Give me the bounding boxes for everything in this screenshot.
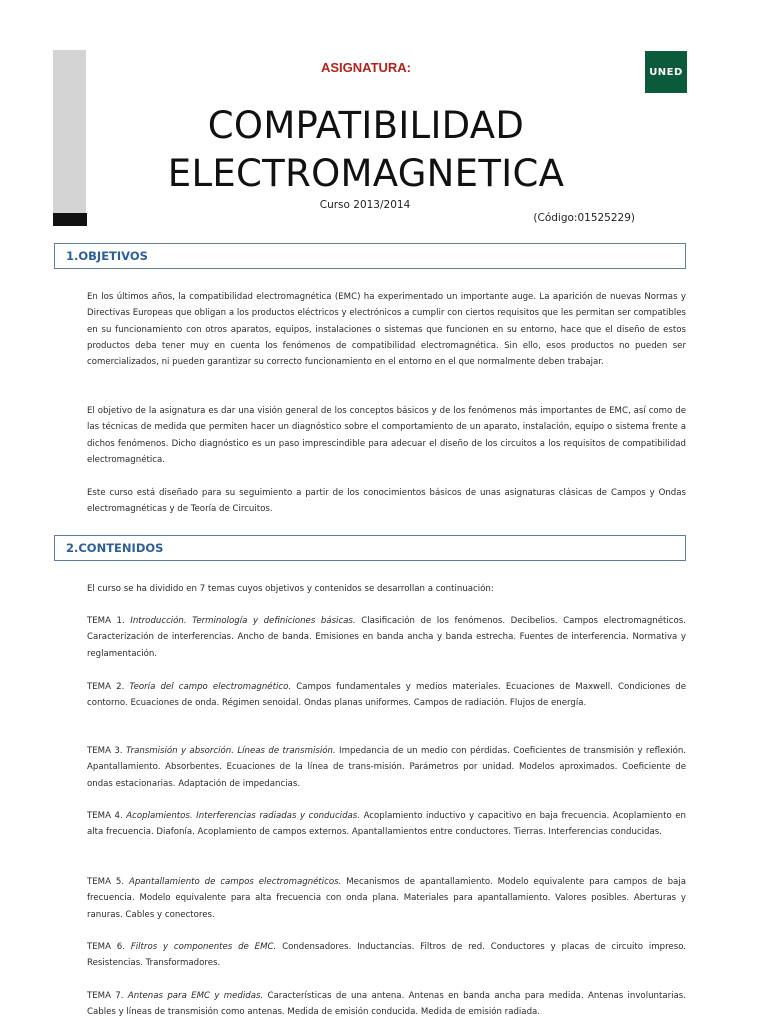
tema-text: Campos fundamentales y medios materiales. Ecuaciones de Maxwell. Condiciones de contorno. Ecuaciones de onda. Régimen senoidal. Ondas planas uniformes. Campos de radiación. Flujos de energía. bbox=[87, 682, 686, 709]
tema-title: Antenas para EMC y medidas. bbox=[127, 991, 264, 1001]
section-heading-objetivos: 1.OBJETIVOS bbox=[54, 243, 686, 269]
asignatura-label: ASIGNATURA: bbox=[320, 60, 412, 75]
tema-label: TEMA 5. bbox=[87, 877, 125, 887]
section-heading-contenidos: 2.CONTENIDOS bbox=[54, 535, 686, 561]
course-year: Curso 2013/2014 bbox=[319, 199, 411, 211]
tema-paragraph bbox=[87, 679, 686, 712]
tema-title: Transmisión y absorción. Líneas de transmisión. bbox=[125, 746, 336, 756]
tema-label: TEMA 6. bbox=[87, 942, 125, 952]
tema-title: Teoría del campo electromagnético. bbox=[129, 682, 292, 692]
objetivos-paragraph: El objetivo de la asignatura es dar una visión general de los conceptos básicos y de los fenómenos más importantes de EMC, así como de las técnicas de medida que permiten hacer un diagnóstico sobre el comportamiento de un aparato, instalación, equipo o sistema frente a dichos fenómenos. Dicho diagnóstico es un paso imprescindible para adecuar el diseño de los circuitos a los requisitos de compatibilidad electromagnética. bbox=[87, 406, 686, 465]
tema-title: Introducción. Terminología y definiciones básicas. bbox=[130, 616, 356, 626]
tema-title: Apantallamiento de campos electromagnéticos. bbox=[128, 877, 342, 887]
contenidos-intro: El curso se ha dividido en 7 temas cuyos objetivos y contenidos se desarrollan a continuación: bbox=[87, 584, 494, 594]
tema-paragraph bbox=[87, 743, 686, 792]
tema-text: Impedancia de un medio con pérdidas. Coeficientes de transmisión y reflexión. Apantallamiento. Absorbentes. Ecuaciones de la línea de trans-misión. Parámetros por unidad. Modelos aproximados. Coeficiente de ondas estacionarias. Adaptación de impedancias. bbox=[87, 746, 687, 789]
tema-paragraph bbox=[87, 808, 686, 841]
tema-paragraph bbox=[87, 939, 686, 972]
tema-title: Acoplamientos. Interferencias radiadas y conducidas. bbox=[126, 811, 360, 821]
page-title-line1: COMPATIBILIDAD bbox=[207, 104, 525, 147]
tema-text: Acoplamiento inductivo y capacitivo en baja frecuencia. Acoplamiento en alta frecuencia. Diafonía. Acoplamiento de campos externos. Apantallamientos entre conductores. Tierras. Interferencias conducidas. bbox=[87, 811, 686, 838]
tema-text: Clasificación de los fenómenos. Decibelios. Campos electromagnéticos. Caracterización de interferencias. Ancho de banda. Emisiones en banda ancha y banda estrecha. Fuentes de interferencia. Normativa y reglamentación. bbox=[87, 616, 686, 659]
tema-paragraph bbox=[87, 874, 686, 923]
tema-label: TEMA 3. bbox=[87, 746, 123, 756]
course-code: (Código:01525229) bbox=[533, 212, 635, 224]
objetivos-paragraph: En los últimos años, la compatibilidad electromagnética (EMC) ha experimentado un importante auge. La aparición de nuevas Normas y Directivas Europeas que obligan a los productos eléctricos y electrónicos a cumplir con ciertos requisitos que les permitan ser compatibles en su funcionamiento con otros aparatos, equipos, instalaciones o sistemas que funcionen en su entorno, hace que el diseño de estos productos deba tener muy en cuenta los fenómenos de compatibilidad electromagnética. Sin ello, esos productos no pueden ser comercializados, ni pueden garantizar su correcto funcionamiento en el entorno en el que normalmente deben trabajar. bbox=[87, 292, 686, 368]
tema-title: Filtros y componentes de EMC. bbox=[130, 942, 277, 952]
tema-label: TEMA 2. bbox=[87, 682, 125, 692]
page-title-line2: ELECTROMAGNETICA bbox=[167, 152, 565, 195]
tema-paragraph bbox=[87, 988, 686, 1021]
tema-paragraph bbox=[87, 613, 686, 662]
tema-label: TEMA 1. bbox=[87, 616, 125, 626]
tema-label: TEMA 4. bbox=[87, 811, 123, 821]
tema-text: Mecanismos de apantallamiento. Modelo equivalente para campos de baja frecuencia. Modelo equivalente para alta frecuencia con onda plana. Materiales para apantallamiento. Valores posibles. Aberturas y ranuras. Cables y conectores. bbox=[87, 877, 686, 920]
tema-label: TEMA 7. bbox=[87, 991, 124, 1001]
side-bar-gray bbox=[53, 50, 86, 213]
uned-logo: UNED bbox=[645, 51, 687, 93]
tema-text: Características de una antena. Antenas en banda ancha para medida. Antenas involuntarias. Cables y líneas de transmisión como antenas. Medida de emisión conducida. Medida de emisión radiada. bbox=[87, 991, 687, 1018]
side-bar-black bbox=[53, 213, 87, 226]
tema-text: Condensadores. Inductancias. Filtros de red. Conductores y placas de circuito impreso. Resistencias. Transformadores. bbox=[87, 942, 687, 969]
objetivos-paragraph: Este curso está diseñado para su seguimiento a partir de los conocimientos básicos de unas asignaturas clásicas de Campos y Ondas electromagnéticas y de Teoría de Circuitos. bbox=[87, 488, 686, 515]
